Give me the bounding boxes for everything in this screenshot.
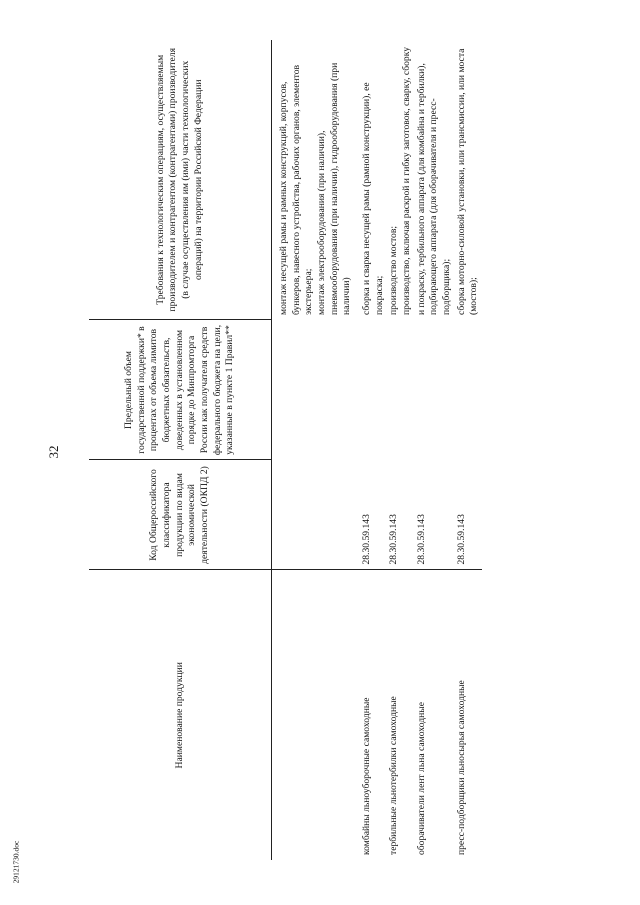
requirement-text: производство мостов;: [388, 225, 400, 315]
product-name-cell: оборачиватели лент льна самоходные: [415, 570, 455, 860]
requirement-text: монтаж несущей рамы и рамных конструкций, корпусов, бункеров, навесного устройства, рабочих органов, элементов экстерьера;: [278, 64, 315, 315]
products-table: [89, 40, 482, 860]
requirement-text: производство, включая раскрой и гибку заготовок, сварку, сборку: [400, 46, 412, 315]
table-row: [455, 40, 482, 860]
rotated-table-container: [89, 40, 587, 860]
requirements-cell: [355, 40, 387, 320]
table-row: [387, 40, 414, 860]
product-name-cell: комбайны льноуборочные самоходные: [355, 570, 387, 860]
requirements-cell: [415, 40, 455, 320]
header-okpd2-code: Код Общероссийского классификатора продукции по видам экономической деятельности (ОКПД 2): [89, 460, 272, 570]
table-row: [355, 40, 387, 860]
requirement-text: и покраску, тербильного аппарата (для комбайна и тербилки), подбирающего аппарата (для оборачивателя и пресс-подборщика);: [415, 63, 452, 315]
requirement-text: сборка и сварка несущей рамы (рамной конструкции), ее покраска;: [360, 82, 385, 315]
document-code: 29121730.doc: [11, 840, 21, 884]
okpd2-code-cell: 28.30.59.143: [415, 514, 427, 565]
table-header-row: [89, 40, 272, 860]
requirement-text: сборка моторно-силовой установки, или трансмиссии, или моста (мостов);: [455, 48, 480, 315]
requirements-cell: [455, 40, 482, 320]
page-number: 32: [46, 445, 61, 459]
table-row: [415, 40, 455, 860]
okpd2-code-cell: 28.30.59.143: [360, 514, 372, 565]
requirement-text: монтаж электрооборудования (при наличии), пневмооборудования (при наличии), гидрооборудования (при наличии): [315, 62, 353, 315]
okpd2-code-cell: 28.30.59.143: [388, 514, 400, 565]
okpd2-code-cell: 28.30.59.143: [455, 514, 467, 565]
product-name-cell: тербильные льнотербилки самоходные: [387, 570, 414, 860]
product-name-cell: пресс-подборщики льносырья самоходные: [455, 570, 482, 860]
header-requirements: Требования к технологическим операциям, осуществляемым производителем и контрагентом (контрагентами) производителя (в случае осуществления им (ими) части технологических операций) на территории Российской Федерации: [89, 40, 272, 320]
table-row-continuation: [272, 40, 355, 860]
requirements-cell: [272, 40, 355, 320]
requirements-cell: [387, 40, 414, 320]
header-support-limit: Предельный объем государственной поддержки* в процентах от объема лимитов бюджетных обязательств, доведенных в установленном порядке до Минпромторга России как получателя средств федерального бюджета на цели, указанные в пункте 1 Правил**: [89, 320, 272, 460]
header-product-name: Наименование продукции: [89, 570, 272, 860]
